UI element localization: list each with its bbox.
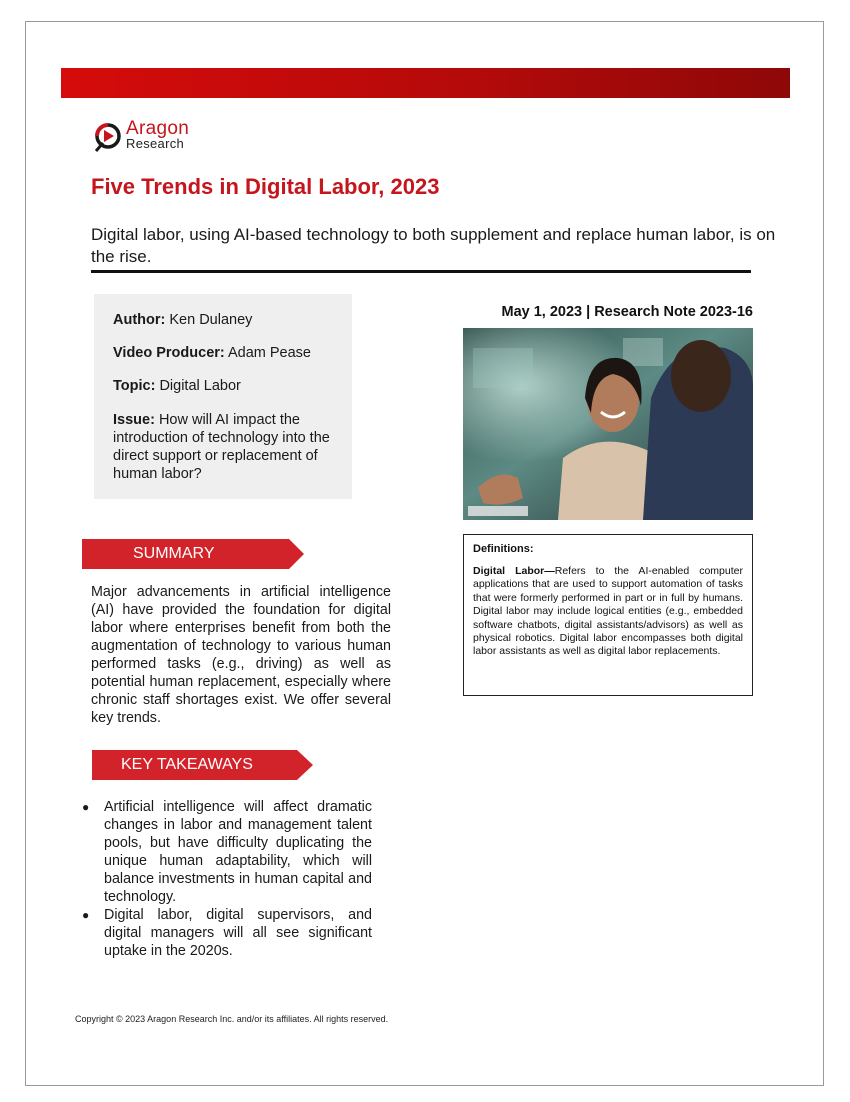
definitions-box	[463, 534, 753, 696]
producer-line	[113, 344, 335, 362]
bullet-icon: ●	[82, 908, 90, 922]
definition-text: Refers to the AI-enabled computer applications that are used to support automation of tasks that were formerly performed in part or in full by humans. Digital labor may include logical entities (e.g., embedded software chatbots, digital assistants/advisors) as well as physical robotics. Digital labor encompasses both digital labor assistants as well as digital labor replacements.	[473, 565, 743, 658]
takeaway-text: Artificial intelligence will affect dramatic changes in labor and management talent pools, but have difficulty duplicating the unique human adaptability, which will balance investments in human capital and technology.	[104, 799, 372, 905]
definition-term: Digital Labor—	[473, 565, 555, 577]
title-divider	[91, 270, 751, 273]
issue-label: Issue:	[113, 412, 155, 428]
summary-banner	[82, 539, 304, 569]
summary-heading: SUMMARY	[133, 545, 215, 562]
office-conversation-photo	[463, 328, 753, 520]
bullet-icon: ●	[82, 800, 90, 814]
author-label: Author:	[113, 312, 166, 328]
topic-line	[113, 377, 335, 395]
topic-value: Digital Labor	[155, 378, 241, 394]
key-takeaways-heading: KEY TAKEAWAYS	[121, 756, 253, 773]
logo-name-line2: Research	[126, 136, 185, 151]
copyright-footer: Copyright © 2023 Aragon Research Inc. and/or its affiliates. All rights reserved.	[75, 1014, 389, 1024]
summary-text: Major advancements in artificial intelligence (AI) have provided the foundation for digital labor where enterprises benefit from both the augmentation of technology to various human performed tasks (e.g., driving) as well as potential human replacement, especially where chronic staff shortages exist. We offer several key trends.	[91, 584, 391, 726]
topic-label: Topic:	[113, 378, 156, 394]
issue-line	[113, 411, 335, 483]
takeaway-text: Digital labor, digital supervisors, and digital managers will all see significant uptake in the 2020s.	[104, 907, 372, 959]
key-takeaways-banner	[92, 750, 313, 780]
key-takeaways-list	[80, 798, 372, 960]
producer-value: Adam Pease	[224, 345, 311, 361]
producer-label: Video Producer:	[113, 345, 225, 361]
issue-value: How will AI impact the introduction of technology into the direct support or replacement of human labor?	[113, 412, 330, 482]
date-research-note-line: May 1, 2023 | Research Note 2023-16	[501, 304, 753, 320]
header-red-bar	[61, 68, 790, 98]
logo-name-line1: Aragon	[126, 118, 190, 139]
list-item	[80, 798, 372, 906]
definitions-heading: Definitions:	[473, 543, 534, 555]
author-line	[113, 311, 335, 329]
definitions-body	[473, 565, 743, 659]
page-title: Five Trends in Digital Labor, 2023	[91, 174, 440, 199]
list-item	[80, 906, 372, 960]
author-value: Ken Dulaney	[165, 312, 253, 328]
page-subtitle: Digital labor, using AI-based technology to both supplement and replace human labor, is on the rise.	[91, 225, 776, 266]
note-info-box	[94, 294, 352, 499]
